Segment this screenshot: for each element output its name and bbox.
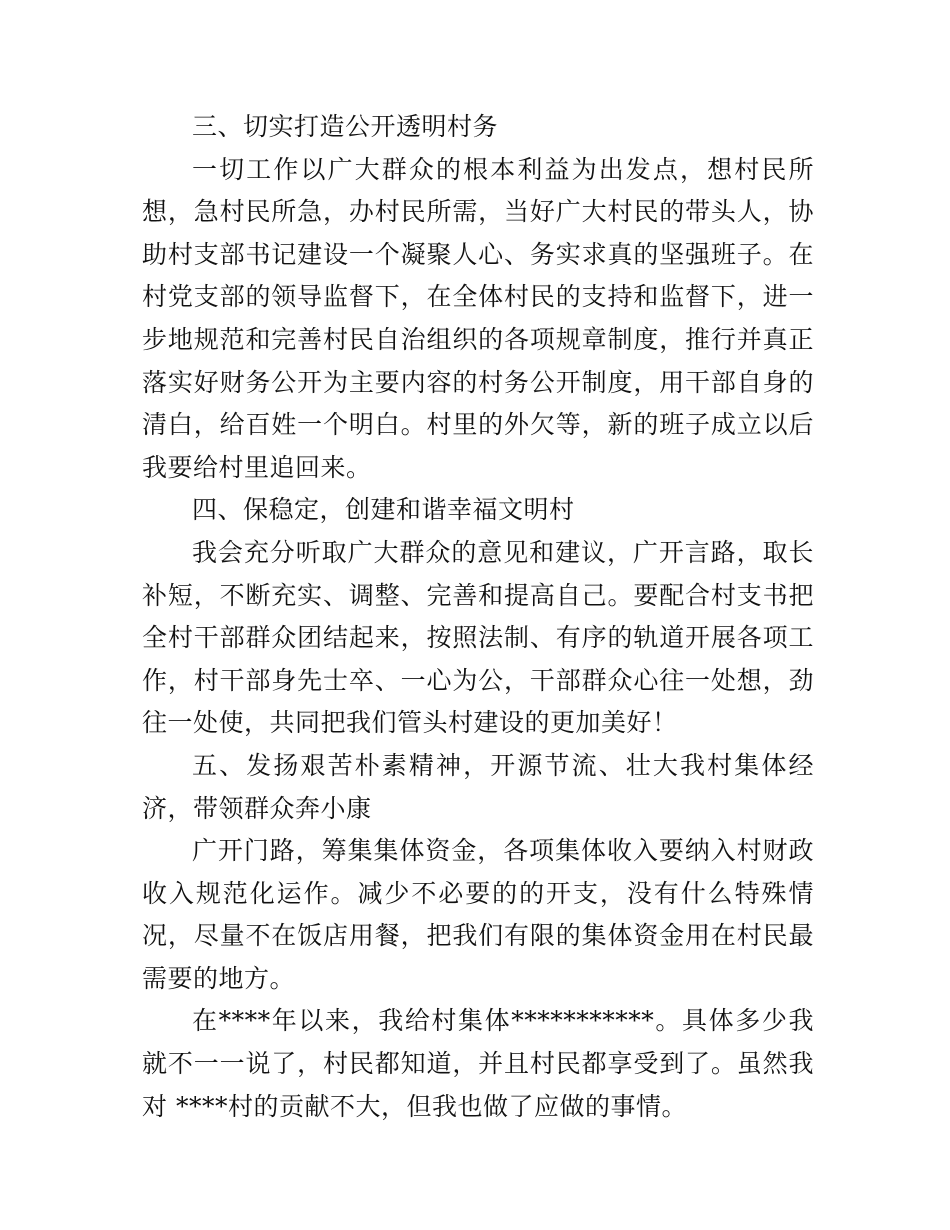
paragraph-stability: 我会充分听取广大群众的意见和建议，广开言路，取长补短，不断充实、调整、完善和提高自己。要配合村支书把全村干部群众团结起来，按照法制、有序的轨道开展各项工作，村干部身先士卒、一心为公，干部群众心往一处想，劲往一处使，共同把我们管头村建设的更加美好！: [142, 537, 814, 738]
section-heading-3: 三、切实打造公开透明村务: [192, 112, 499, 141]
paragraph-economy: 广开门路，筹集集体资金，各项集体收入要纳入村财政收入规范化运作。减少不必要的的开支，没有什么特殊情况，尽量不在饭店用餐，把我们有限的集体资金用在村民最需要的地方。: [142, 836, 814, 993]
paragraph-contribution: 在****年以来，我给村集体***********。具体多少我就不一一说了，村民都知道，并且村民都享受到了。虽然我对 ****村的贡献不大，但我也做了应做的事情。: [142, 1006, 814, 1121]
section-heading-5: 五、发扬艰苦朴素精神，开源节流、壮大我村集体经济，带领群众奔小康: [142, 750, 814, 823]
paragraph-transparency: 一切工作以广大群众的根本利益为出发点，想村民所想，急村民所急，办村民所需，当好广大村民的带头人，协助村支部书记建设一个凝聚人心、务实求真的坚强班子。在村党支部的领导监督下，在全体村民的支持和监督下，进一步地规范和完善村民自治组织的各项规章制度，推行并真正落实好财务公开为主要内容的村务公开制度，用干部自身的清白，给百姓一个明白。村里的外欠等，新的班子成立以后我要给村里追回来。: [142, 154, 814, 482]
document-body: [142, 106, 814, 1128]
section-heading-4: 四、保稳定，创建和谐幸福文明村: [192, 495, 575, 525]
